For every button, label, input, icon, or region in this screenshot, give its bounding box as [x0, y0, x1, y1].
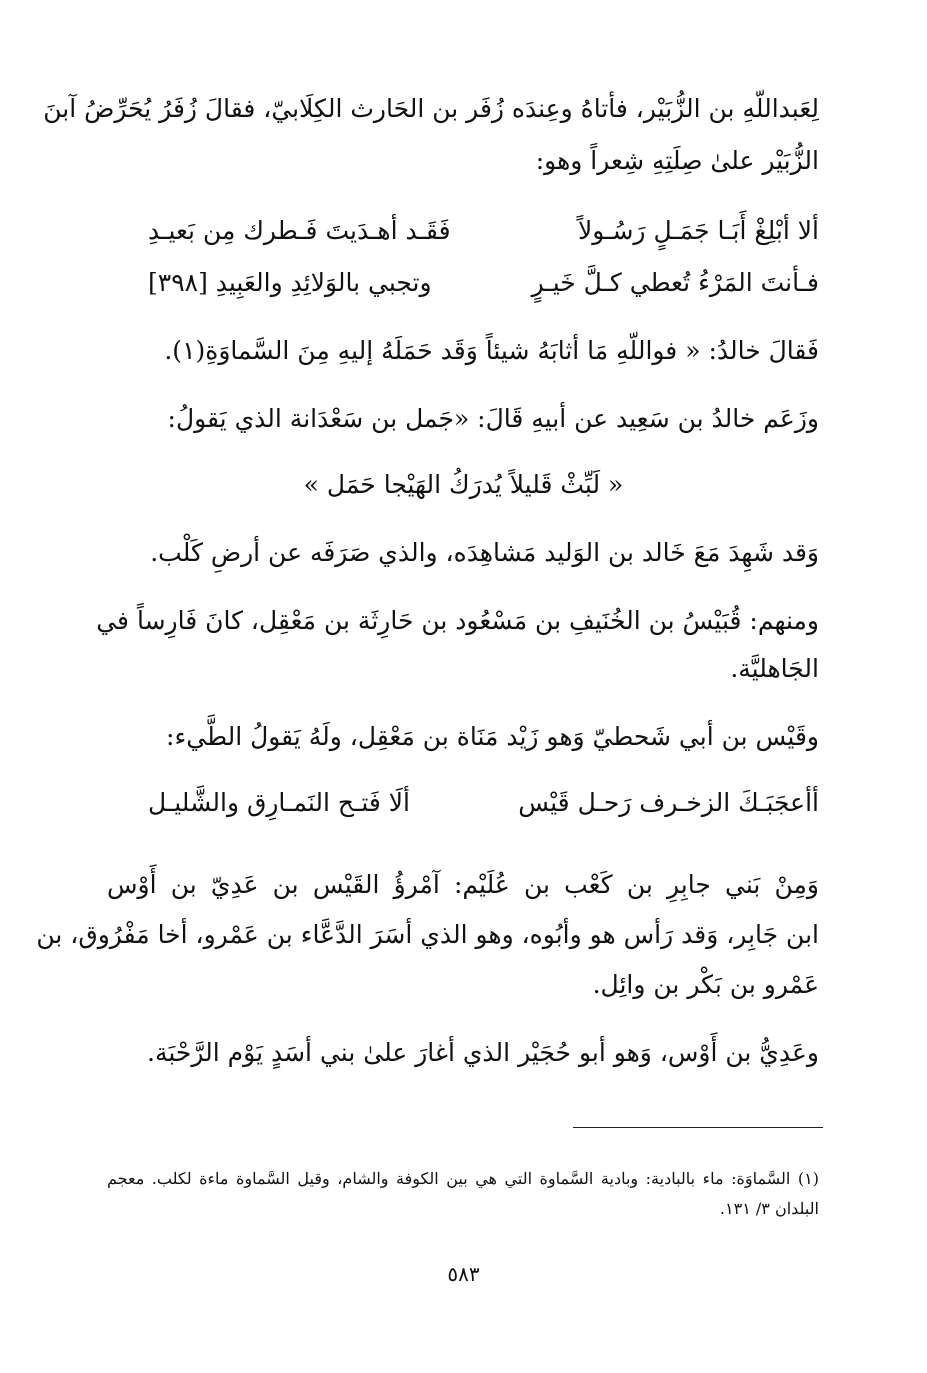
- page-number: ٥٨٣: [447, 1262, 480, 1286]
- paragraph-5-line-1: ومنهم: قُبَيْسُ بن الخُنَيفِ بن مَسْعُود بن حَارِثَة بن مَعْقِل، كانَ فَارِساً في: [96, 606, 819, 635]
- quoted-verse: « لَبِّثْ قَليلاً يُدرَكُ الهَيْجا حَمَل »: [303, 470, 624, 499]
- paragraph-1-line-1: لِعَبداللّهِ بن الزُّبَيْر، فأتاهُ وعِندَه زُفَر بن الحَارث الكِلَابيّ، فقالَ زُفَرُ يُحَرِّضُ آبنَ: [43, 94, 819, 123]
- paragraph-5-line-2: الجَاهليَّة.: [730, 654, 819, 683]
- paragraph-7-line-2: ابن جَابِر، وَقد رَأس هو وأبُوه، وهو الذي أسَرَ الدَّعَّاء بن عَمْرو، أخا مَفْرُوق، بن: [36, 920, 819, 949]
- verse-2-second-hemistich: وتجبي بالوَلائِدِ والعَبِيدِ [٣٩٨]: [148, 268, 432, 297]
- verse-1-first-hemistich: ألا أبْلِغْ أَبَـا جَمَـلٍ رَسُـولاً: [577, 216, 819, 245]
- paragraph-4: وَقد شَهِدَ مَعَ خَالد بن الوَليد مَشاهِدَه، والذي صَرَفَه عن أرضِ كَلْب.: [150, 538, 819, 567]
- paragraph-7-line-1: وَمِنْ بَني جابِرِ بن كَعْب بن عُلَيْم: آمْرؤُ القَيْس بن عَدِيّ بن أَوْس: [107, 870, 819, 899]
- paragraph-6: وقَيْس بن أبي شَحطيّ وَهو زَيْد مَنَاة بن مَعْقِل، ولَهُ يَقولُ الطَّيء:: [166, 722, 819, 751]
- footnote-separator: [573, 1127, 823, 1128]
- verse-2-first-hemistich: فـأنتَ المَرْءُ تُعطي كـلَّ خَيـرٍ: [531, 268, 819, 297]
- verse-3-second-hemistich: ألَا فَتـح النَمـارِق والشَّليـل: [148, 788, 410, 817]
- paragraph-2: فَقالَ خالدُ: « فواللّهِ مَا أثابَهُ شيئاً وَقَد حَمَلَهُ إليهِ مِنَ السَّماوَةِ(١).: [164, 336, 819, 365]
- paragraph-8: وعَدِيُّ بن أَوْس، وَهو أبو حُجَيْر الذي أغارَ علىٰ بني أسَدٍ يَوْم الرَّحْبَة.: [147, 1038, 819, 1067]
- verse-1-second-hemistich: فَقَـد أهـدَيتَ فَـطرك مِن بَعيـدِ: [148, 216, 451, 245]
- paragraph-3: وزَعَم خالدُ بن سَعِيد عن أبيهِ قَالَ: «جَمل بن سَعْدَانة الذي يَقولُ:: [167, 404, 819, 433]
- footnote-line-2: البلدان ٣/ ١٣١.: [719, 1199, 819, 1218]
- paragraph-7-line-3: عَمْرو بن بَكْر بن وائِل.: [592, 970, 819, 999]
- footnote-line-1: (١) السَّماوَة: ماء بالبادية: وبادية السَّماوة التي هي بين الكوفة والشام، وقيل السَّماوة ماءة لكلب. معجم: [107, 1169, 819, 1188]
- paragraph-1-line-2: الزُّبَيْر علىٰ صِلَتِهِ شِعراً وهو:: [535, 146, 819, 175]
- verse-3-first-hemistich: أأعجَبَـكَ الزخـرف رَحـل قَيْس: [518, 788, 819, 817]
